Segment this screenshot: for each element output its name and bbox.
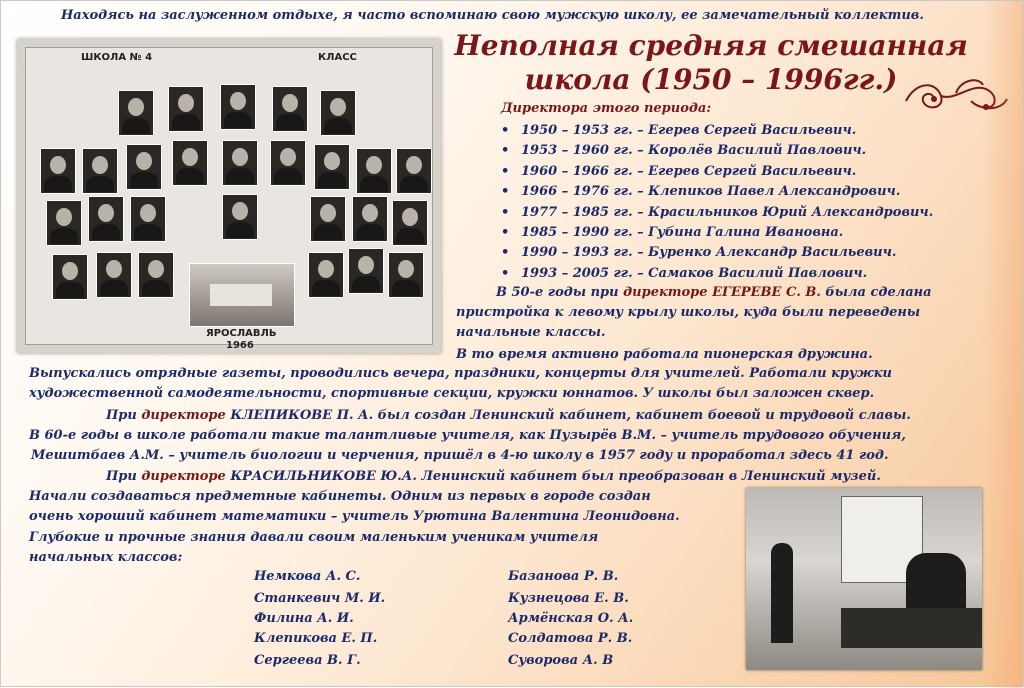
portrait	[222, 140, 258, 186]
teacher-name-right: Суворова А. В	[508, 653, 614, 668]
director-item: • 1985 – 1990 гг. – Губина Галина Ивановна.	[501, 223, 933, 243]
portrait	[320, 90, 356, 136]
portrait	[46, 200, 82, 246]
portrait	[138, 252, 174, 298]
p1-text-a: В 50-е годы при	[496, 285, 619, 300]
teacher-name-right: Армёнская О. А.	[508, 611, 634, 626]
p1-text-b: была сделана	[825, 285, 932, 300]
paragraph-4-line-1: В 60-е годы в школе работали такие талантливые учителя, как Пузырёв В.М. – учитель трудового обучения,	[29, 428, 906, 443]
paragraph-2-line-2: Выпускались отрядные газеты, проводились вечера, праздники, концерты для учителей. Работали кружки	[29, 366, 893, 381]
portrait	[356, 148, 392, 194]
paragraph-3	[106, 406, 911, 426]
photo-caption-year: 1966	[226, 340, 254, 351]
page-title	[441, 29, 981, 97]
portrait	[270, 140, 306, 186]
photo-frame	[25, 47, 433, 351]
p1-highlight: директоре ЕГЕРЕВЕ С. В.	[623, 285, 821, 300]
p3-highlight: директоре	[141, 408, 226, 423]
teacher-name-right: Кузнецова Е. В.	[508, 591, 629, 606]
teacher-name-right: Солдатова Р. В.	[508, 631, 633, 646]
student-figure	[771, 543, 793, 643]
portrait	[130, 196, 166, 242]
portrait	[308, 252, 344, 298]
teacher-name-left: Немкова А. С.	[254, 569, 361, 584]
portrait	[272, 86, 308, 132]
intro-line: Находясь на заслуженном отдыхе, я часто вспоминаю свою мужскую школу, ее замечательный коллектив.	[61, 8, 924, 23]
director-item: • 1990 – 1993 гг. – Буренко Александр Васильевич.	[501, 243, 933, 263]
paragraph-6-line-2: начальных классов:	[29, 550, 183, 565]
portrait	[310, 196, 346, 242]
director-item: • 1977 – 1985 гг. – Красильников Юрий Александрович.	[501, 203, 933, 223]
portrait	[118, 90, 154, 136]
directors-list	[501, 121, 933, 284]
paragraph-5-line-2: Начали создаваться предметные кабинеты. Одним из первых в городе создан	[29, 489, 651, 504]
paragraph-5-line-1	[106, 467, 881, 487]
paragraph-1-line-2: пристройка к левому крылу школы, куда были переведены	[456, 305, 921, 320]
director-item: • 1950 – 1953 гг. – Егерев Сергей Васильевич.	[501, 121, 933, 141]
p5-text-b: КРАСИЛЬНИКОВЕ Ю.А. Ленинский кабинет был преобразован в Ленинский музей.	[230, 469, 881, 484]
portrait	[392, 200, 428, 246]
p3-text-b: КЛЕПИКОВЕ П. А. был создан Ленинский кабинет, кабинет боевой и трудовой славы.	[230, 408, 911, 423]
photo-label-class: КЛАСС	[318, 52, 357, 63]
paragraph-2-line-1: В то время активно работала пионерская дружина.	[456, 347, 873, 362]
director-item: • 1960 – 1966 гг. – Егерев Сергей Васильевич.	[501, 162, 933, 182]
staff-group-photo	[17, 39, 441, 353]
photo-caption-city: ЯРОСЛАВЛЬ	[206, 328, 277, 339]
director-item: • 1993 – 2005 гг. – Самаков Василий Павлович.	[501, 264, 933, 284]
p5-text-a: При	[106, 469, 137, 484]
portrait	[172, 140, 208, 186]
portrait	[222, 194, 258, 240]
paragraph-4-line-2: Мешитбаев А.М. – учитель биологии и черчения, пришёл в 4-ю школу в 1957 году и проработал здесь 41 год.	[31, 448, 889, 463]
director-item: • 1966 – 1976 гг. – Клепиков Павел Александрович.	[501, 182, 933, 202]
paragraph-1-line-3: начальные классы.	[456, 325, 606, 340]
title-line-1: Неполная средняя смешанная	[454, 29, 968, 62]
portrait	[168, 86, 204, 132]
paragraph-2-line-3: художественной самодеятельности, спортивные секции, кружки юннатов. У школы был заложен сквер.	[29, 386, 875, 401]
portrait	[126, 144, 162, 190]
portrait	[82, 148, 118, 194]
teacher-name-left: Клепикова Е. П.	[254, 631, 378, 646]
classroom-photo	[746, 488, 982, 670]
title-line-2: школа (1950 – 1996гг.)	[524, 63, 898, 96]
teacher-desk	[841, 608, 982, 648]
teacher-name-left: Станкевич М. И.	[254, 591, 386, 606]
teacher-name-left: Сергеева В. Г.	[254, 653, 361, 668]
teacher-name-right: Базанова Р. В.	[508, 569, 619, 584]
portrait	[40, 148, 76, 194]
floral-ornament-icon	[901, 71, 1011, 116]
school-building-photo	[189, 263, 295, 327]
directors-heading: Директора этого периода:	[501, 101, 712, 116]
portrait	[52, 254, 88, 300]
p5-highlight: директоре	[141, 469, 226, 484]
portrait	[220, 84, 256, 130]
portrait	[96, 252, 132, 298]
director-item: • 1953 – 1960 гг. – Королёв Василий Павлович.	[501, 141, 933, 161]
paragraph-6-line-1: Глубокие и прочные знания давали своим маленьким ученикам учителя	[29, 530, 599, 545]
portrait	[388, 252, 424, 298]
photo-label-school: ШКОЛА № 4	[81, 52, 153, 63]
school-building	[210, 284, 272, 306]
portrait	[348, 248, 384, 294]
teacher-figure	[906, 553, 966, 613]
portrait	[88, 196, 124, 242]
p3-text-a: При	[106, 408, 137, 423]
portrait	[314, 144, 350, 190]
portrait	[396, 148, 432, 194]
teacher-name-left: Филина А. И.	[254, 611, 354, 626]
paragraph-5-line-3: очень хороший кабинет математики – учитель Урютина Валентина Леонидовна.	[29, 509, 680, 524]
paragraph-1-line-1	[496, 283, 932, 303]
portrait	[352, 196, 388, 242]
